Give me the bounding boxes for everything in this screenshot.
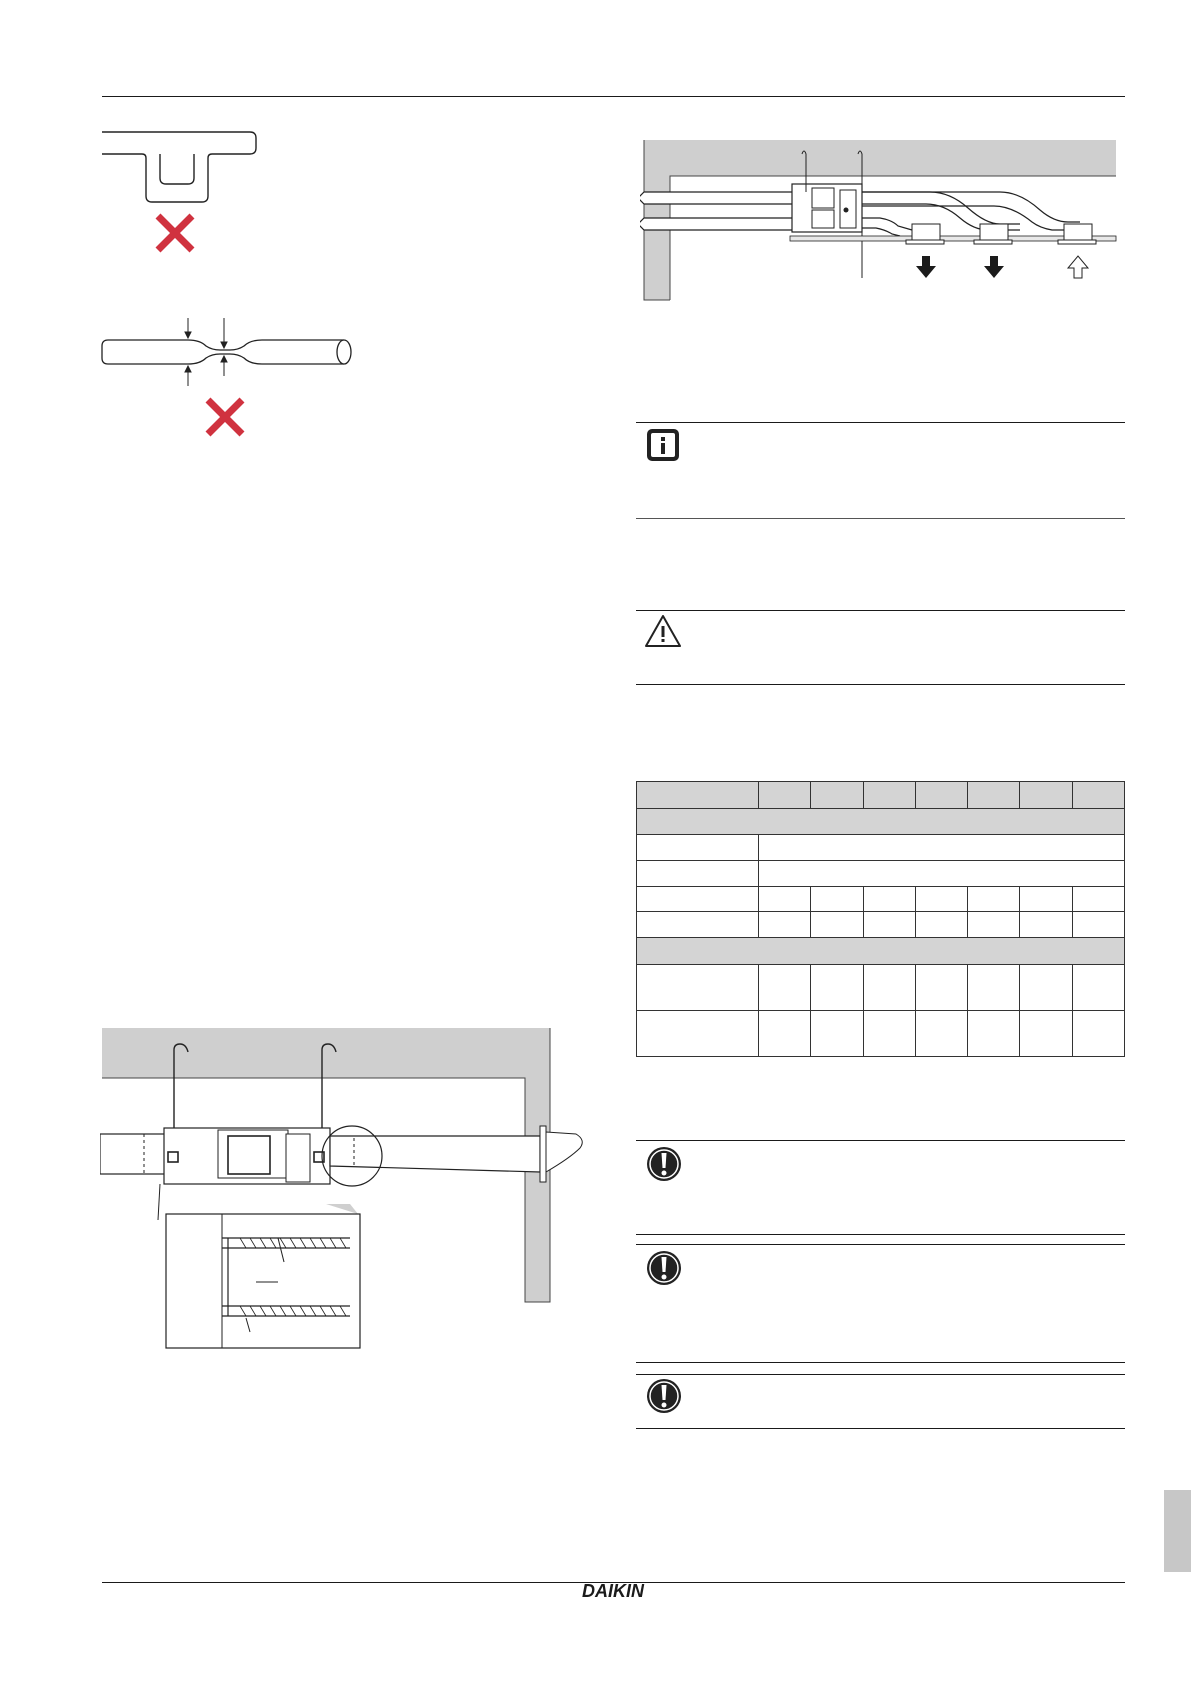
table-section-cell	[637, 937, 1125, 964]
svg-text:DAIKIN: DAIKIN	[582, 1581, 644, 1601]
table-cell	[637, 1010, 759, 1056]
table-cell	[759, 964, 811, 1010]
table-header-cell	[863, 782, 915, 809]
table-cell	[915, 886, 967, 912]
table-row	[637, 886, 1125, 912]
notice-1-top-rule	[636, 1140, 1125, 1141]
figure-duct-connection	[100, 1026, 600, 1366]
table-cell	[1020, 886, 1072, 912]
table-cell	[863, 1010, 915, 1056]
table-header-cell	[637, 782, 759, 809]
table-cell	[863, 912, 915, 938]
exclamation-icon	[646, 1378, 682, 1414]
warning-icon	[644, 614, 682, 648]
table-header-cell	[1072, 782, 1124, 809]
table-cell	[811, 912, 863, 938]
table-cell	[637, 886, 759, 912]
figure-duct-layout	[640, 136, 1120, 306]
table-section-cell	[637, 808, 1125, 835]
daikin-logo	[573, 1579, 653, 1603]
notice-2-bottom-rule	[636, 1362, 1125, 1363]
table-cell	[811, 886, 863, 912]
table-cell	[863, 886, 915, 912]
table-cell	[915, 1010, 967, 1056]
table-cell	[759, 835, 1125, 861]
note-info-top-rule	[636, 422, 1125, 423]
table-cell	[637, 912, 759, 938]
table-row	[637, 860, 1125, 886]
cross-icon	[208, 400, 242, 434]
table-header-row	[637, 782, 1125, 809]
table-cell	[811, 964, 863, 1010]
note-warning-bottom-rule	[636, 684, 1125, 685]
table-cell	[637, 964, 759, 1010]
header-rule	[102, 96, 1125, 97]
table-cell	[759, 886, 811, 912]
table-header-cell	[811, 782, 863, 809]
info-icon	[646, 428, 680, 462]
notice-3-top-rule	[636, 1374, 1125, 1375]
table-cell	[1072, 912, 1124, 938]
table-row	[637, 912, 1125, 938]
notice-1-bottom-rule	[636, 1234, 1125, 1235]
table-cell	[863, 964, 915, 1010]
table-cell	[637, 835, 759, 861]
table-cell	[968, 912, 1020, 938]
table-header-cell	[1020, 782, 1072, 809]
table-cell	[915, 964, 967, 1010]
table-cell	[1020, 964, 1072, 1010]
figure-pipe-trap-wrong	[100, 128, 260, 258]
table-cell	[1072, 886, 1124, 912]
table-section-row	[637, 808, 1125, 835]
notice-3-bottom-rule	[636, 1428, 1125, 1429]
table-cell	[759, 860, 1125, 886]
spec-table	[636, 781, 1125, 1057]
table-section-row	[637, 937, 1125, 964]
table-header-cell	[759, 782, 811, 809]
figure-pipe-squeezed-wrong	[100, 316, 360, 438]
cross-icon	[158, 216, 192, 250]
notice-2-top-rule	[636, 1244, 1125, 1245]
table-cell	[1072, 1010, 1124, 1056]
table-row	[637, 835, 1125, 861]
table-cell	[968, 964, 1020, 1010]
table-cell	[811, 1010, 863, 1056]
note-info-bottom-rule	[636, 518, 1125, 519]
exclamation-icon	[646, 1250, 682, 1286]
note-warning-top-rule	[636, 610, 1125, 611]
table-cell	[1020, 1010, 1072, 1056]
side-tab	[1164, 1490, 1191, 1572]
table-header-cell	[915, 782, 967, 809]
table-cell	[915, 912, 967, 938]
table-cell	[1072, 964, 1124, 1010]
table-row	[637, 964, 1125, 1010]
table-cell	[637, 860, 759, 886]
exclamation-icon	[646, 1146, 682, 1182]
table-cell	[1020, 912, 1072, 938]
table-cell	[759, 912, 811, 938]
table-cell	[968, 886, 1020, 912]
table-header-cell	[968, 782, 1020, 809]
table-cell	[759, 1010, 811, 1056]
table-row	[637, 1010, 1125, 1056]
table-cell	[968, 1010, 1020, 1056]
